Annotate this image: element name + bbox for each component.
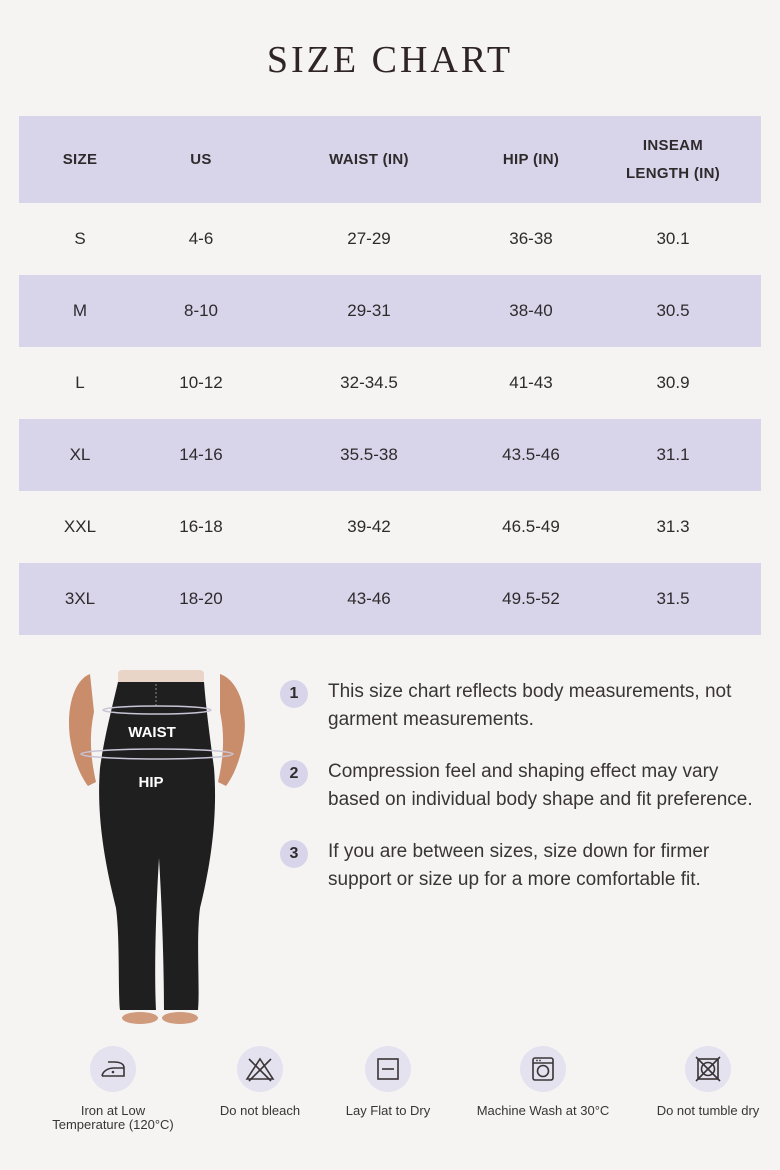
cell-inseam: 30.9 <box>585 347 761 419</box>
header-hip: HIP (IN) <box>477 116 585 203</box>
care-instructions <box>0 1046 780 1156</box>
cell-waist: 27-29 <box>261 203 477 275</box>
care-label: Lay Flat to Dry <box>345 1103 431 1118</box>
care-item-lay-flat <box>308 1046 468 1118</box>
cell-waist: 43-46 <box>261 563 477 635</box>
table-row <box>19 491 761 563</box>
note-number: 1 <box>280 680 308 708</box>
cell-waist: 39-42 <box>261 491 477 563</box>
upper-torso <box>118 670 204 684</box>
left-arm <box>69 674 96 786</box>
table-row <box>19 347 761 419</box>
note-number: 3 <box>280 840 308 868</box>
note-text: This size chart reflects body measurements, not garment measurements. <box>328 681 732 730</box>
right-foot <box>162 1012 198 1024</box>
cell-size: XL <box>19 419 141 491</box>
hip-label: HIP <box>138 774 164 791</box>
table-row <box>19 275 761 347</box>
model-figure <box>60 668 255 1030</box>
cell-inseam: 31.3 <box>585 491 761 563</box>
no-tumble-dry-icon <box>685 1046 731 1092</box>
cell-inseam: 30.5 <box>585 275 761 347</box>
cell-us: 4-6 <box>141 203 261 275</box>
machine-wash-30-icon <box>520 1046 566 1092</box>
cell-size: M <box>19 275 141 347</box>
note-3 <box>280 838 760 894</box>
cell-hip: 43.5-46 <box>477 419 585 491</box>
cell-size: 3XL <box>19 563 141 635</box>
cell-us: 10-12 <box>141 347 261 419</box>
cell-hip: 36-38 <box>477 203 585 275</box>
table-row <box>19 419 761 491</box>
iron-low-icon <box>90 1046 136 1092</box>
cell-size: S <box>19 203 141 275</box>
care-label: Machine Wash at 30°C <box>476 1103 610 1118</box>
fit-notes <box>280 678 760 918</box>
page-title: SIZE CHART <box>266 39 514 81</box>
header-size: SIZE <box>19 116 141 203</box>
note-text: If you are between sizes, size down for firmer support or size up for a more comfortable fit. <box>328 841 710 890</box>
cell-hip: 46.5-49 <box>477 491 585 563</box>
cell-inseam: 31.5 <box>585 563 761 635</box>
care-item-tumble-dry <box>628 1046 780 1118</box>
cell-waist: 32-34.5 <box>261 347 477 419</box>
size-table <box>19 116 761 635</box>
cell-waist: 29-31 <box>261 275 477 347</box>
care-label: Do not tumble dry <box>656 1103 760 1118</box>
cell-hip: 49.5-52 <box>477 563 585 635</box>
note-1 <box>280 678 760 734</box>
cell-waist: 35.5-38 <box>261 419 477 491</box>
care-label: Do not bleach <box>219 1103 301 1118</box>
cell-us: 18-20 <box>141 563 261 635</box>
no-bleach-icon <box>237 1046 283 1092</box>
table-header-row <box>19 116 761 203</box>
care-item-machine-wash <box>463 1046 623 1118</box>
left-foot <box>122 1012 158 1024</box>
cell-inseam: 30.1 <box>585 203 761 275</box>
lay-flat-dry-icon <box>365 1046 411 1092</box>
note-text: Compression feel and shaping effect may vary based on individual body shape and fit preference. <box>328 761 753 810</box>
cell-us: 16-18 <box>141 491 261 563</box>
cell-hip: 41-43 <box>477 347 585 419</box>
cell-us: 8-10 <box>141 275 261 347</box>
cell-inseam: 31.1 <box>585 419 761 491</box>
header-us: US <box>141 116 261 203</box>
header-inseam: INSEAM LENGTH (IN) <box>585 116 761 203</box>
care-label: Iron at Low Temperature (120°C) <box>52 1103 174 1132</box>
cell-size: XXL <box>19 491 141 563</box>
care-item-iron <box>33 1046 193 1132</box>
table-row <box>19 203 761 275</box>
note-number: 2 <box>280 760 308 788</box>
header-waist: WAIST (IN) <box>261 116 477 203</box>
cell-hip: 38-40 <box>477 275 585 347</box>
waist-label: WAIST <box>128 724 176 741</box>
table-row <box>19 563 761 635</box>
right-arm <box>218 674 245 786</box>
cell-size: L <box>19 347 141 419</box>
cell-us: 14-16 <box>141 419 261 491</box>
note-2 <box>280 758 760 814</box>
